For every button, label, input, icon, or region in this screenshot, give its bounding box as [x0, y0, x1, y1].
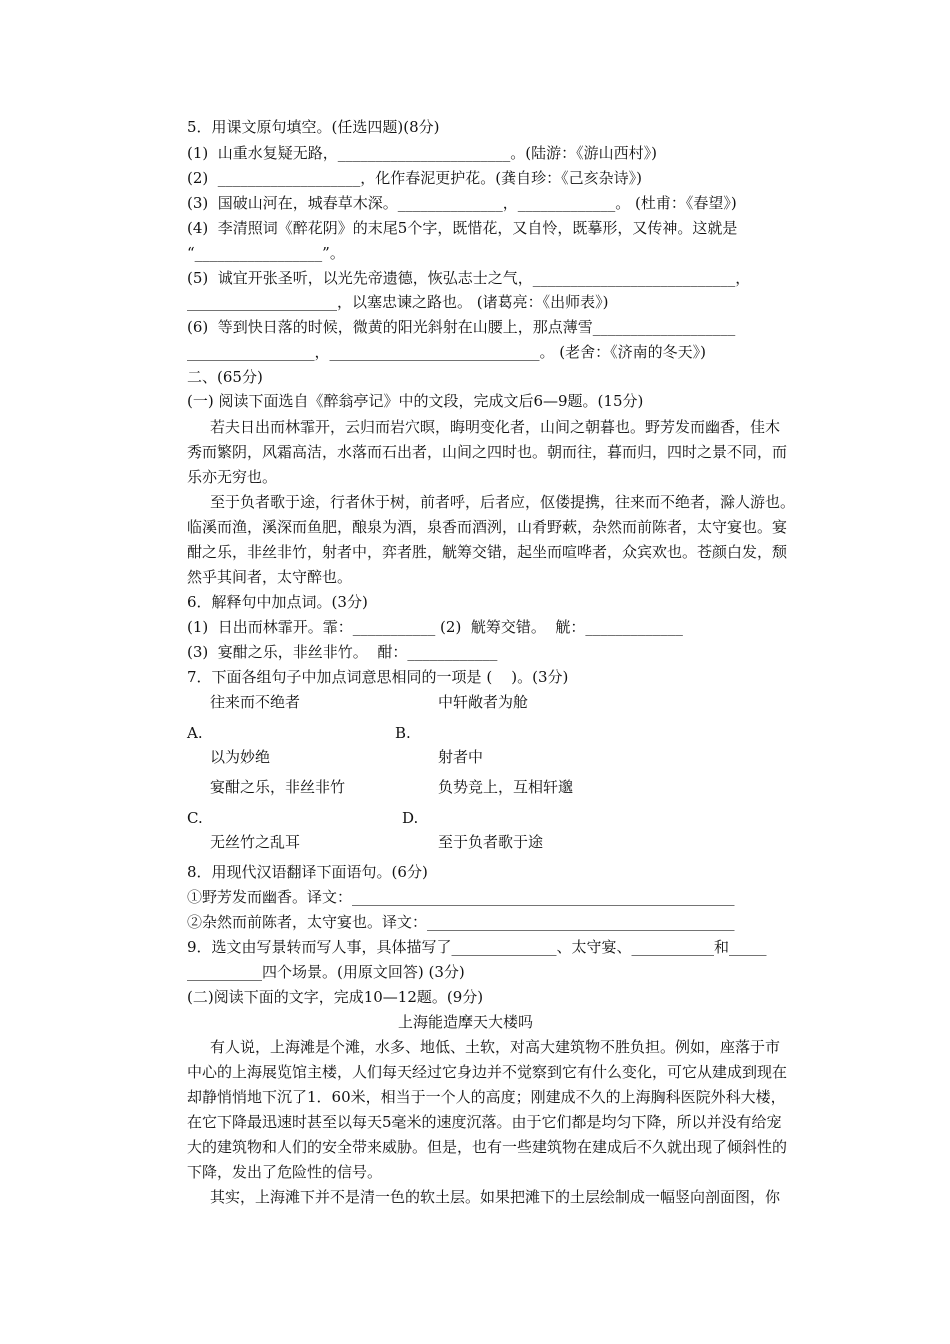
q7-c-sentence-2: 无丝竹之乱耳 — [210, 833, 301, 851]
q7-c-sentence-1: 宴酣之乐，非丝非竹 — [210, 778, 346, 796]
q5-item-5: (5) 诚宜开张圣听，以光先帝遗德，恢弘志士之气，___________________________， — [187, 269, 751, 287]
q8-item-1: ①野芳发而幽香。译文：___________________________________________________ — [187, 888, 735, 906]
question-8-header: 8．用现代汉语翻译下面语句。(6分) — [187, 863, 428, 881]
article-line: 其实，上海滩下并不是清一色的软土层。如果把滩下的土层绘制成一幅竖向剖面图，你 — [210, 1188, 781, 1206]
reading-1-intro: (一) 阅读下面选自《醉翁亭记》中的文段，完成文后6—9题。(15分) — [187, 392, 644, 410]
question-9-cont: __________四个场景。(用原文回答) (3分) — [187, 963, 465, 981]
q5-item-6: (6) 等到快日落的时候，微黄的阳光斜射在山腰上，那点薄雪___________________ — [187, 318, 736, 336]
option-a-label: A. — [187, 724, 203, 742]
section-2-header: 二、(65分) — [187, 368, 263, 386]
reading-2-intro: (二)阅读下面的文字，完成10—12题。(9分) — [187, 988, 484, 1006]
q5-item-6-cont: _________________，____________________________。 (老舍：《济南的冬天》) — [187, 343, 706, 361]
article-line: 却静悄悄地下沉了1．60米，相当于一个人的高度；刚建成不久的上海胸科医院外科大楼， — [187, 1088, 786, 1106]
article-line: 有人说，上海滩是个滩，水多、地低、土软，对高大建筑物不胜负担。例如，座落于市 — [210, 1038, 781, 1056]
q5-item-4: (4) 李清照词《醉花阴》的末尾5个字，既惜花，又自怜，既摹形，又传神。这就是 — [187, 219, 738, 237]
passage-line: 若夫日出而林霏开，云归而岩穴暝，晦明变化者，山间之朝暮也。野芳发而幽香，佳木 — [210, 418, 781, 436]
article-line: 中心的上海展览馆主楼，人们每天经过它身边并不觉察到它有什么变化，可它从建成到现在 — [187, 1063, 788, 1081]
q5-item-1: (1) 山重水复疑无路，_______________________。(陆游：《游山西村》) — [187, 144, 657, 162]
question-6-header: 6．解释句中加点词。(3分) — [187, 593, 368, 611]
q7-d-sentence-1: 负势竞上，互相轩邈 — [438, 778, 574, 796]
question-7-header: 7．下面各组句子中加点词意思相同的一项是 ( )。(3分) — [187, 668, 569, 686]
passage-line: 至于负者歌于途，行者休于树，前者呼，后者应，伛偻提携，往来而不绝者，滁人游也。 — [210, 493, 796, 511]
article-line: 下降，发出了危险性的信号。 — [187, 1163, 383, 1181]
q5-item-4-cont: “_________________”。 — [187, 244, 345, 262]
passage-line: 然乎其间者，太守醉也。 — [187, 568, 353, 586]
passage-line: 酣之乐，非丝非竹，射者中，弈者胜，觥筹交错，起坐而喧哗者，众宾欢也。苍颜白发，颓 — [187, 543, 788, 561]
option-b-label: B. — [395, 724, 411, 742]
question-5-header: 5．用课文原句填空。(任选四题)(8分) — [187, 118, 440, 136]
option-c-label: C. — [187, 809, 203, 827]
q5-item-3: (3) 国破山河在，城春草木深。______________，_____________。 (杜甫：《春望》) — [187, 194, 737, 212]
passage-line: 临溪而渔，溪深而鱼肥，酿泉为酒，泉香而酒洌，山肴野蔌，杂然而前陈者，太守宴也。宴 — [187, 518, 788, 536]
q8-item-2: ②杂然而前陈者，太守宴也。译文：_________________________________________ — [187, 913, 735, 931]
q7-a-sentence-2: 以为妙绝 — [210, 748, 271, 766]
q7-a-sentence-1: 往来而不绝者 — [210, 693, 301, 711]
question-9: 9．选文由写景转而写人事，具体描写了______________、太守宴、___________和_____ — [187, 938, 767, 956]
q5-item-5-cont: ____________________，以塞忠谏之路也。 (诸葛亮：《出师表》) — [187, 293, 609, 311]
article-title: 上海能造摩天大楼吗 — [398, 1013, 534, 1031]
article-line: 在它下降最迅速时甚至以每天5毫米的速度沉落。由于它们都是均匀下降，所以并没有给宠 — [187, 1113, 782, 1131]
article-line: 大的建筑物和人们的安全带来威胁。但是，也有一些建筑物在建成后不久就出现了倾斜性的 — [187, 1138, 788, 1156]
q6-item-3: (3) 宴酣之乐，非丝非竹。 酣：____________ — [187, 643, 498, 661]
q7-b-sentence-1: 中轩敞者为舱 — [438, 693, 529, 711]
q5-item-2: (2) ___________________，化作春泥更护花。(龚自珍：《己亥杂诗》) — [187, 169, 642, 187]
passage-line: 乐亦无穷也。 — [187, 468, 278, 486]
q7-d-sentence-2: 至于负者歌于途 — [438, 833, 544, 851]
q6-items-1-2: (1) 日出而林霏开。霏：___________ (2) 觥筹交错。 觥：_____________ — [187, 618, 683, 636]
option-d-label: D. — [402, 809, 419, 827]
passage-line: 秀而繁阴，风霜高洁，水落而石出者，山间之四时也。朝而往，暮而归，四时之景不同，而 — [187, 443, 788, 461]
q7-b-sentence-2: 射者中 — [438, 748, 484, 766]
